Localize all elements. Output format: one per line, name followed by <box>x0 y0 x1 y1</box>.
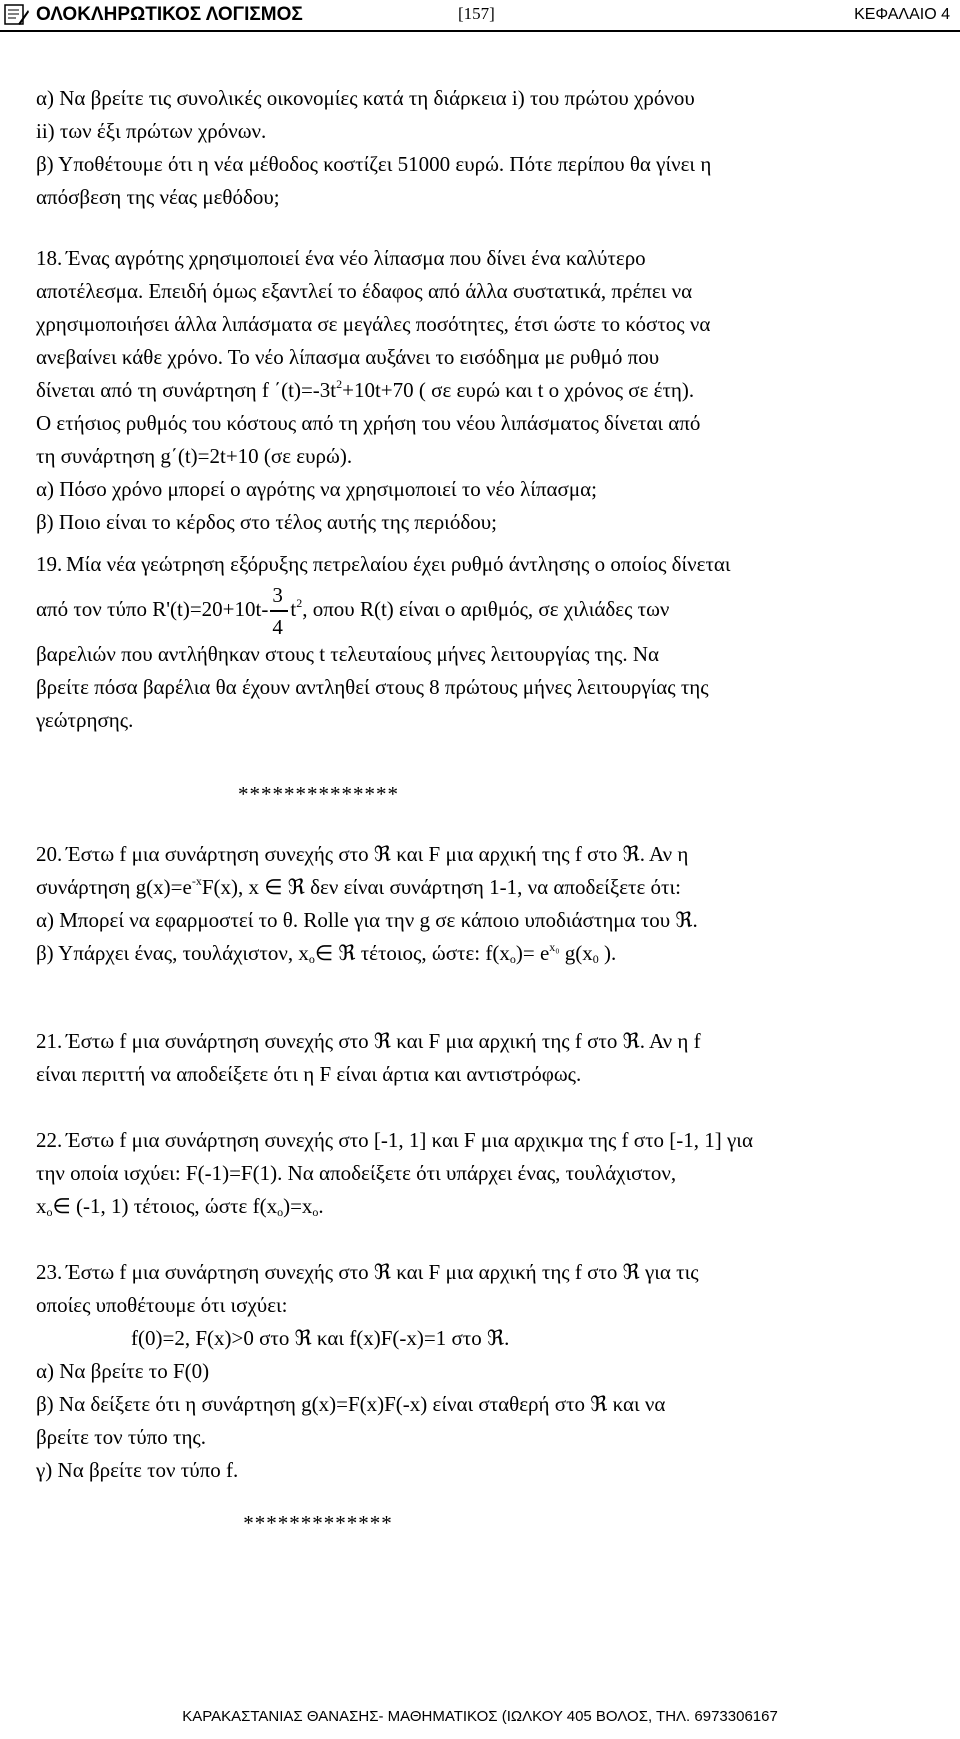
problem-23-line: οποίες υποθέτουμε ότι ισχύει: <box>36 1293 288 1317</box>
problem-22-line <box>36 1124 753 1157</box>
problem-18-line: αποτέλεσμα. Επειδή όμως εξαντλεί το έδαφος από άλλα συστατικά, πρέπει να <box>36 279 693 303</box>
problem-18-line: α) Πόσο χρόνο μπορεί ο αγρότης να χρησιμοποιεί το νέο λίπασμα; <box>36 477 597 501</box>
problem-number: 18. <box>36 246 63 270</box>
formula-text: F(x), x ∈ ℜ δεν είναι συνάρτηση 1-1, να αποδείξετε ότι: <box>201 875 681 899</box>
problem-20-line <box>36 871 698 904</box>
problem-text: Έστω f μια συνάρτηση συνεχής στο ℜ και F μια αρχική της f στο ℜ. Αν η <box>66 842 689 866</box>
problem-text: Ένας αγρότης χρησιμοποιεί ένα νέο λίπασμα που δίνει ένα καλύτερο <box>66 246 646 270</box>
exponent: -x <box>191 874 202 888</box>
page-number: [157] <box>458 4 495 23</box>
exponent: x₀ <box>549 940 560 954</box>
formula-text: δίνεται από τη συνάρτηση f ΄(t)=-3t <box>36 378 337 402</box>
problem-18-line: Ο ετήσιος ρυθμός του κόστους από τη χρήση του νέου λιπάσματος δίνεται από <box>36 411 701 435</box>
formula-text: , οπου R(t) είναι ο αριθμός, σε χιλιάδες των <box>302 597 670 621</box>
problem-23-line: α) Να βρείτε το F(0) <box>36 1359 210 1383</box>
subscript: 0 <box>592 952 599 966</box>
problem-23-line: β) Να δείξετε ότι η συνάρτηση g(x)=F(x)F(-x) είναι σταθερή στο ℜ και να <box>36 1392 666 1416</box>
problem-19 <box>36 548 731 737</box>
exponent: 2 <box>296 596 303 610</box>
chapter-label: ΚΕΦΑΛΑΙΟ 4 <box>854 6 950 23</box>
problem-17-line: β) Υποθέτουμε ότι η νέα μέθοδος κοστίζει 51000 ευρώ. Πότε περίπου θα γίνει η <box>36 152 712 176</box>
separator-stars <box>36 778 601 811</box>
problem-number: 23. <box>36 1260 63 1284</box>
problem-number: 22. <box>36 1128 63 1152</box>
stars-text: ************* <box>243 1511 393 1535</box>
separator-stars <box>36 1507 600 1540</box>
problem-19-line: βαρελιών που αντλήθηκαν στους t τελευταίους μήνες λειτουργίας της. Να <box>36 642 659 666</box>
stars-text: ************** <box>238 782 399 806</box>
formula-text: β) Υπάρχει ένας, τουλάχιστον, x <box>36 941 309 965</box>
problem-18-line: χρησιμοποιήσει άλλα λιπάσματα σε μεγάλες ποσότητες, έτσι ώστε το κόστος να <box>36 312 711 336</box>
header-rule <box>0 30 960 32</box>
subscript: o <box>308 952 315 966</box>
exponent: 2 <box>336 377 343 391</box>
page-footer: ΚΑΡΑΚΑΣΤΑΝΙΑΣ ΘΑΝΑΣΗΣ- ΜΑΘΗΜΑΤΙΚΟΣ (ΙΩΛΚΟΥ 405 ΒΟΛΟΣ, ΤΗΛ. 6973306167 <box>182 1708 778 1725</box>
problem-text: Έστω f μια συνάρτηση συνεχής στο [-1, 1] και F μια αρχικμα της f στο [-1, 1] για <box>66 1128 753 1152</box>
fraction-numerator: 3 <box>272 583 283 607</box>
problem-20 <box>36 838 698 970</box>
formula-text: ). <box>598 941 617 965</box>
book-page-icon <box>4 4 30 26</box>
problem-23 <box>36 1256 699 1487</box>
problem-number: 19. <box>36 552 63 576</box>
problem-21-line: είναι περιττή να αποδείξετε ότι η F είναι άρτια και αντιστρόφως. <box>36 1062 582 1086</box>
problem-text: Έστω f μια συνάρτηση συνεχής στο ℜ και F μια αρχική της f στο ℜ. Αν η f <box>66 1029 701 1053</box>
subscript: o <box>509 952 516 966</box>
problem-number: 20. <box>36 842 63 866</box>
formula-text: )=x <box>283 1194 313 1218</box>
fraction <box>268 583 290 639</box>
header-title: ΟΛΟΚΛΗΡΩΤΙΚΟΣ ΛΟΓΙΣΜΟΣ <box>36 4 303 25</box>
problem-23-line: γ) Να βρείτε τον τύπο f. <box>36 1458 239 1482</box>
problem-text: Μία νέα γεώτρηση εξόρυξης πετρελαίου έχει ρυθμό άντλησης ο οποίος δίνεται <box>66 552 731 576</box>
problem-18-line: β) Ποιο είναι το κέρδος στο τέλος αυτής της περιόδου; <box>36 510 497 534</box>
problem-22 <box>36 1124 753 1223</box>
problem-23-line: f(0)=2, F(x)>0 στο ℜ και f(x)F(-x)=1 στο ℜ. <box>131 1326 510 1350</box>
problem-22-line <box>36 1190 753 1223</box>
problem-18-line <box>36 374 710 407</box>
page-header <box>0 0 960 34</box>
subscript: o <box>312 1205 319 1219</box>
problem-19-line: βρείτε πόσα βαρέλια θα έχουν αντληθεί στους 8 πρώτους μήνες λειτουργίας της <box>36 675 709 699</box>
problem-20-line <box>36 937 698 970</box>
formula-text: )= e <box>515 941 550 965</box>
problem-text: Έστω f μια συνάρτηση συνεχής στο ℜ και F μια αρχική της f στο ℜ για τις <box>66 1260 699 1284</box>
problem-18-line <box>36 242 710 275</box>
problem-18-line: τη συνάρτηση g΄(t)=2t+10 (σε ευρώ). <box>36 444 353 468</box>
problem-17-line: α) Να βρείτε τις συνολικές οικονομίες κατά τη διάρκεια i) του πρώτου χρόνου <box>36 86 695 110</box>
formula-text: g(x <box>559 941 593 965</box>
problem-17-line: ii) των έξι πρώτων χρόνων. <box>36 119 267 143</box>
formula-text: x <box>36 1194 47 1218</box>
problem-19-formula-line <box>36 583 731 639</box>
formula-text: ∈ ℜ τέτοιος, ώστε: f(x <box>314 941 510 965</box>
problem-18-line: ανεβαίνει κάθε χρόνο. Το νέο λίπασμα αυξάνει το εισόδημα με ρυθμό που <box>36 345 660 369</box>
formula-text: ∈ (-1, 1) τέτοιος, ώστε f(x <box>52 1194 278 1218</box>
fraction-denominator: 4 <box>272 615 283 639</box>
subscript: o <box>46 1205 53 1219</box>
formula-text: από τον τύπο R'(t)=20+10t- <box>36 597 269 621</box>
problem-20-line: α) Μπορεί να εφαρμοστεί το θ. Rolle για την g σε κάποιο υποδιάστημα του ℜ. <box>36 908 698 932</box>
problem-19-line: γεώτρησης. <box>36 708 134 732</box>
problem-21 <box>36 1025 701 1091</box>
formula-text: . <box>318 1194 324 1218</box>
problem-23-line: βρείτε τον τύπο της. <box>36 1425 206 1449</box>
problem-19-line <box>36 548 731 581</box>
problem-17-line: απόσβεση της νέας μεθόδου; <box>36 185 280 209</box>
problem-23-line <box>36 1256 699 1289</box>
formula-text: t <box>290 597 297 621</box>
problem-17-continuation <box>36 82 711 214</box>
problem-21-line <box>36 1025 701 1058</box>
subscript: o <box>277 1205 284 1219</box>
formula-text: +10t+70 ( σε ευρώ και t ο χρόνος σε έτη). <box>342 378 695 402</box>
formula-text: συνάρτηση g(x)=e <box>36 875 192 899</box>
problem-18 <box>36 242 710 539</box>
problem-number: 21. <box>36 1029 63 1053</box>
problem-20-line <box>36 838 698 871</box>
problem-22-line: την οποία ισχύει: F(-1)=F(1). Να αποδείξετε ότι υπάρχει ένας, τουλάχιστον, <box>36 1161 677 1185</box>
